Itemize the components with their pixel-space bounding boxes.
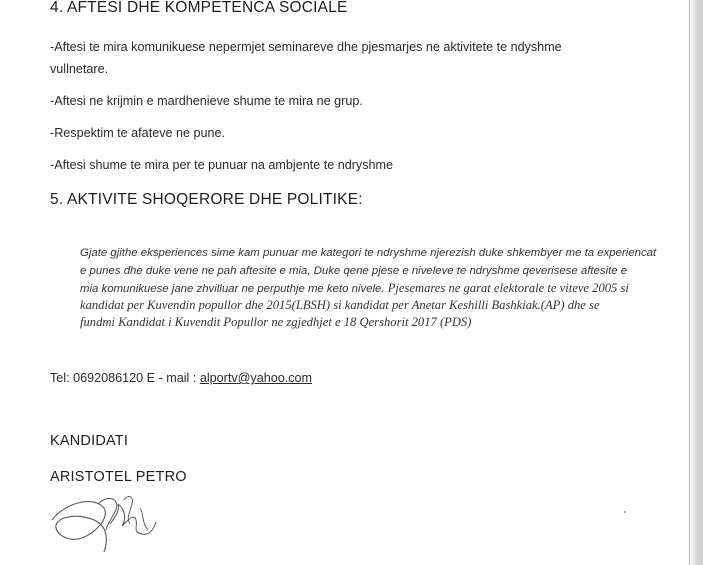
section5-line-3b: Pjesemares ne garat elektorale te viteve 2005 si — [384, 281, 629, 295]
section5-line-3 — [80, 281, 680, 296]
contact-line — [50, 371, 312, 385]
section4-heading: 4. AFTESI DHE KOMPETENCA SOCIALE — [50, 0, 348, 16]
section5-line-1: Gjate gjithe eksperiences sime kam punuar me kategori te ndryshme njerezish duke shkembyer me ta experiencat — [80, 247, 657, 259]
section4-line-1: -Aftesi te mira komunikuese nepermjet seminareve dhe pjesmarjes ne aktivitete te ndyshme — [50, 40, 562, 54]
section5-heading: 5. AKTIVITE SHOQERORE DHE POLITIKE: — [50, 191, 363, 208]
contact-prefix: Tel: 0692086120 E - mail : — [50, 371, 200, 385]
section5-line-4: kandidat per Kuvendin popullor dhe 2015(LBSH) si kandidat per Anetar Keshilli Bashkiak.(AP) dhe se — [80, 298, 600, 312]
section5-line-2: e punes dhe duke vene ne pah aftesite e mia, Duke qene pjese e niveleve te ndryshme qeverisese aftesite e — [80, 265, 628, 277]
section4-line-4: -Respektim te afateve ne pune. — [50, 126, 226, 140]
section4-line-2: vullnetare. — [50, 62, 109, 76]
signature-image — [46, 490, 166, 560]
page-edge-shadow — [689, 0, 703, 565]
email-link[interactable]: alportv@yahoo.com — [199, 371, 313, 385]
section4-line-3: -Aftesi ne krijmin e mardhenieve shume te mira ne grup. — [50, 94, 363, 108]
page-edge-line — [689, 0, 690, 565]
section5-line-5: fundmi Kandidat i Kuvendit Popullor ne zgjedhjet e 18 Qershorit 2017 (PDS) — [80, 315, 472, 329]
section4-line-5: -Aftesi shume te mira per te punuar na ambjente te ndryshme — [50, 158, 394, 172]
footer-name: ARISTOTEL PETRO — [50, 469, 187, 485]
stray-mark — [624, 511, 626, 513]
section5-line-3a: mia komunikuese jane zhvilluar ne perputhje me keto nivele. — [80, 283, 385, 295]
footer-role: KANDIDATI — [50, 433, 129, 449]
